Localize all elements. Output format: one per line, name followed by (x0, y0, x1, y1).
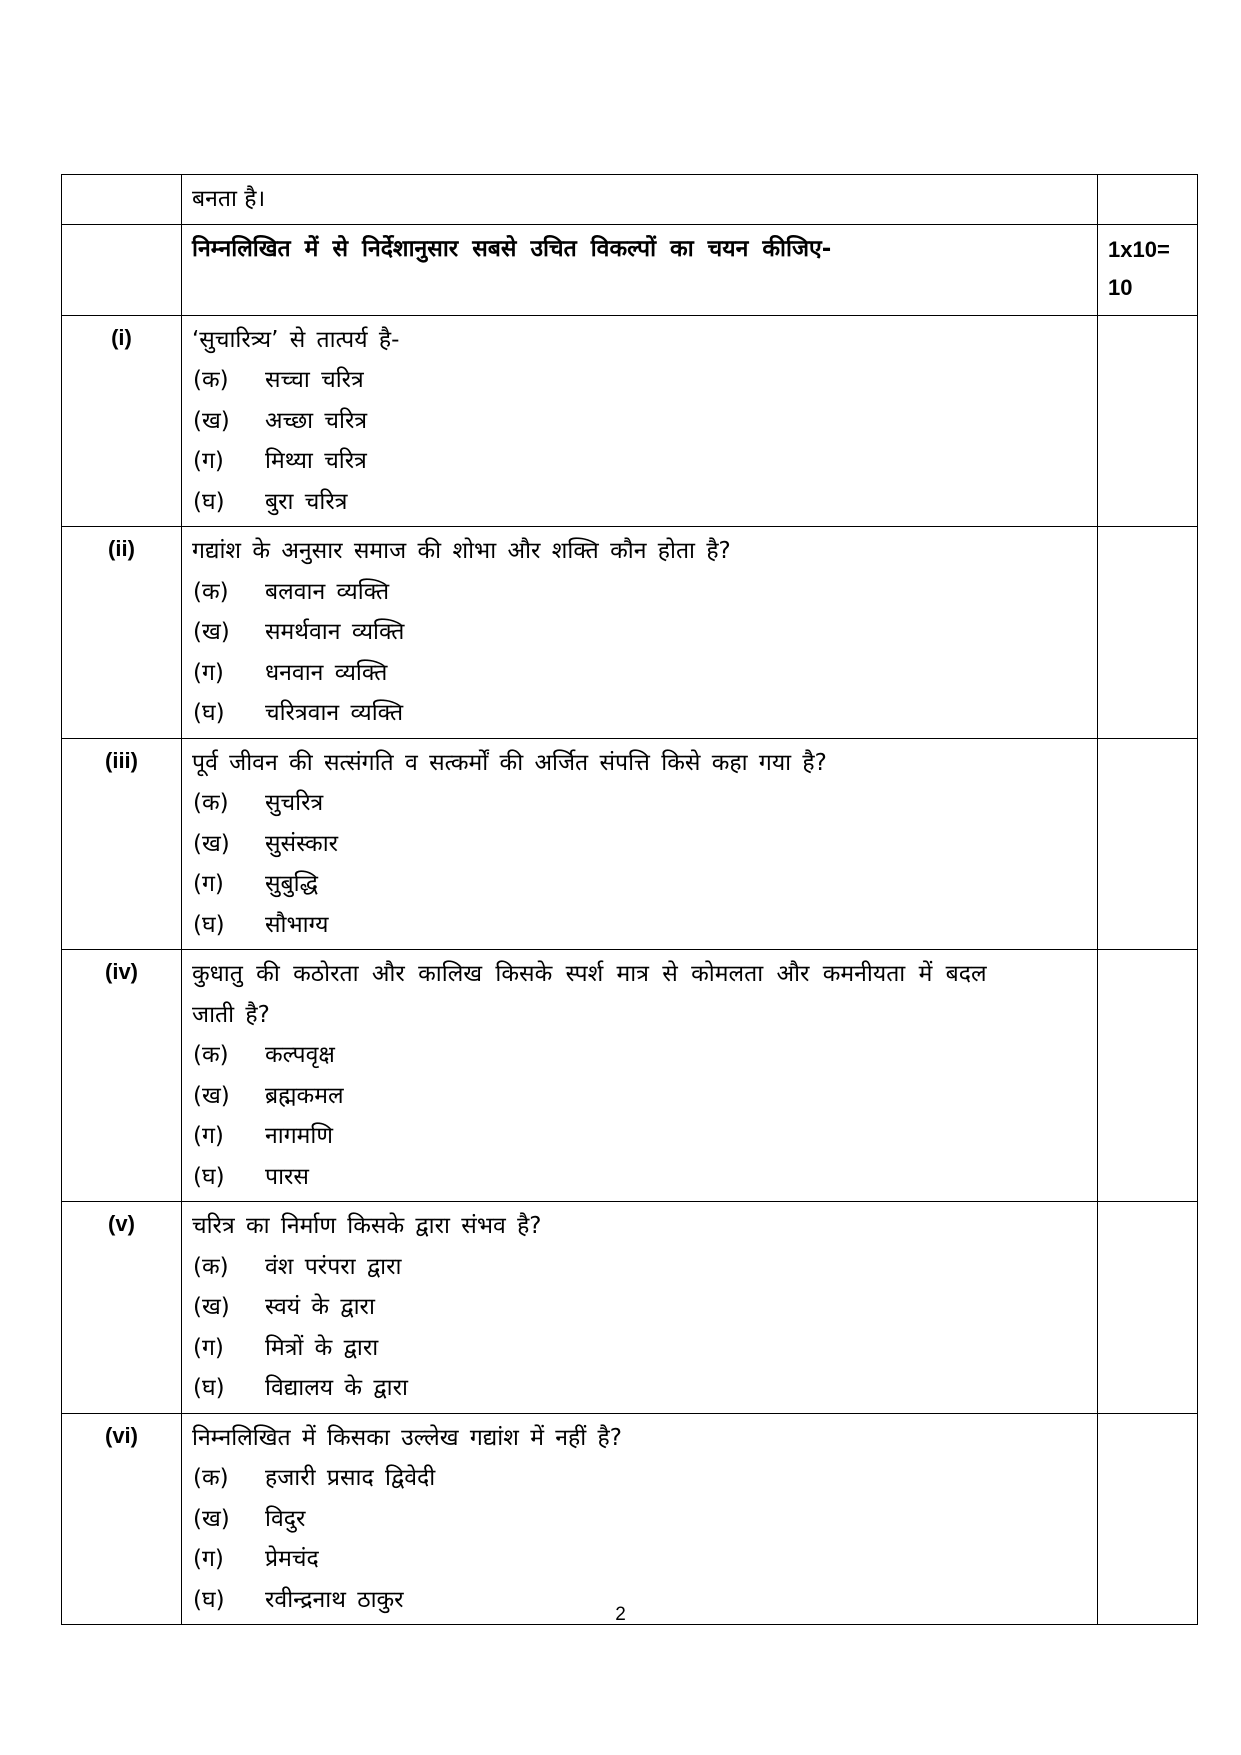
instruction-cell (182, 224, 1098, 315)
marks-cell (1098, 950, 1198, 1202)
option-item (192, 905, 1087, 946)
option-item (192, 1287, 1087, 1328)
question-row-2 (62, 527, 1198, 739)
question-text: गद्यांश के अनुसार समाज की शोभा और शक्ति कौन होता है? (192, 538, 731, 564)
option-label: (क) (193, 1465, 229, 1491)
marks-line-2: 10 (1108, 274, 1133, 300)
option-text: कल्पवृक्ष (265, 1042, 335, 1068)
option-text: बलवान व्यक्ति (265, 578, 390, 605)
question-row-5 (62, 1202, 1198, 1414)
option-item (192, 783, 1087, 824)
option-text: हजारी प्रसाद द्विवेदी (265, 1465, 436, 1491)
question-text-line-2: जाती है? (192, 1001, 270, 1028)
question-row-4 (62, 950, 1198, 1202)
question-number: (ii) (62, 527, 182, 739)
question-number: (vi) (62, 1413, 182, 1625)
option-text: सुचरित्र (265, 790, 324, 816)
option-text: ब्रह्मकमल (265, 1082, 344, 1109)
question-body (182, 1202, 1098, 1414)
question-text: पूर्व जीवन की सत्संगति व सत्कर्मों की अर्जित संपत्ति किसे कहा गया है? (192, 749, 827, 776)
question-body (182, 950, 1098, 1202)
question-row-1 (62, 315, 1198, 527)
marks-cell (1098, 1202, 1198, 1414)
option-label: (क) (193, 790, 229, 816)
option-text: अच्छा चरित्र (265, 407, 368, 434)
option-label: (घ) (193, 488, 225, 515)
option-label: (ग) (193, 1546, 224, 1572)
option-label: (घ) (193, 1163, 225, 1190)
option-item (192, 1458, 1087, 1499)
page-number: 2 (615, 1604, 626, 1625)
option-label: (घ) (193, 1375, 225, 1401)
option-label: (ख) (193, 1294, 230, 1320)
option-text: प्रेमचंद (265, 1546, 319, 1572)
option-text: सुसंस्कार (265, 830, 339, 857)
question-number: (v) (62, 1202, 182, 1414)
option-item (192, 1035, 1087, 1076)
option-label: (ख) (193, 830, 230, 857)
question-row-6 (62, 1413, 1198, 1625)
option-item (192, 824, 1087, 865)
marks-cell (1098, 1413, 1198, 1625)
question-row-3 (62, 738, 1198, 950)
instruction-text: निम्नलिखित में से निर्देशानुसार सबसे उचित विकल्पों का चयन कीजिए- (192, 235, 832, 262)
marks-cell (1098, 175, 1198, 225)
option-label: (ग) (193, 659, 224, 686)
option-item (192, 1157, 1087, 1198)
question-table (61, 174, 1198, 1625)
option-item (192, 1116, 1087, 1157)
option-label: (क) (193, 578, 229, 605)
option-text: नागमणि (265, 1123, 334, 1149)
question-body (182, 738, 1098, 950)
number-cell (62, 175, 182, 225)
option-label: (क) (193, 1253, 229, 1280)
option-item (192, 693, 1087, 734)
option-text: चरित्रवान व्यक्ति (265, 700, 404, 726)
option-item (192, 1328, 1087, 1369)
option-text: विद्यालय के द्वारा (265, 1375, 408, 1401)
option-text: मित्रों के द्वारा (265, 1334, 379, 1361)
option-text: सच्चा चरित्र (265, 367, 364, 393)
option-text: वंश परंपरा द्वारा (265, 1253, 402, 1280)
question-number: (i) (62, 315, 182, 527)
option-item (192, 572, 1087, 613)
number-cell (62, 224, 182, 315)
option-label: (क) (193, 1042, 229, 1068)
option-label: (क) (193, 367, 229, 393)
option-label: (घ) (193, 700, 225, 726)
option-label: (ग) (193, 871, 224, 897)
option-item (192, 1499, 1087, 1540)
option-label: (ग) (193, 1334, 224, 1361)
option-text: विदुर (265, 1505, 306, 1532)
option-text: पारस (265, 1163, 309, 1190)
option-item (192, 360, 1087, 401)
option-text: रवीन्द्रनाथ ठाकुर (265, 1586, 404, 1613)
question-text: चरित्र का निर्माण किसके द्वारा संभव है? (192, 1213, 542, 1239)
marks-cell (1098, 315, 1198, 527)
option-item (192, 612, 1087, 653)
option-label: (घ) (193, 911, 225, 938)
marks-line-1: 1x10= (1108, 236, 1170, 262)
option-text: सौभाग्य (265, 911, 329, 938)
option-text: बुरा चरित्र (265, 488, 348, 515)
marks-cell (1098, 738, 1198, 950)
question-body (182, 1413, 1098, 1625)
question-number: (iv) (62, 950, 182, 1202)
question-number: (iii) (62, 738, 182, 950)
instruction-row (62, 224, 1198, 315)
option-text: स्वयं के द्वारा (265, 1294, 375, 1320)
option-text: समर्थवान व्यक्ति (265, 619, 405, 645)
option-item (192, 401, 1087, 442)
option-item (192, 441, 1087, 482)
question-text-line-1: कुधातु की कठोरता और कालिख किसके स्पर्श मात्र से कोमलता और कमनीयता में बदल (192, 961, 987, 987)
option-label: (ग) (193, 1123, 224, 1149)
option-label: (ख) (193, 1082, 230, 1109)
option-label: (ख) (193, 407, 230, 434)
option-text: धनवान व्यक्ति (265, 659, 388, 686)
option-text: सुबुद्धि (265, 871, 319, 897)
question-sheet (61, 174, 1197, 1625)
option-item (192, 653, 1087, 694)
question-text: निम्नलिखित में किसका उल्लेख गद्यांश में नहीं है? (192, 1424, 622, 1451)
continuation-text (182, 175, 1098, 225)
continuation-row (62, 175, 1198, 225)
option-label: (ग) (193, 448, 224, 474)
option-item (192, 1247, 1087, 1288)
option-item (192, 864, 1087, 905)
question-body (182, 527, 1098, 739)
question-body (182, 315, 1098, 527)
option-label: (घ) (193, 1586, 225, 1613)
option-label: (ख) (193, 1505, 230, 1532)
option-item (192, 1539, 1087, 1580)
marks-cell (1098, 527, 1198, 739)
question-text: ‘सुचारित्र्य’ से तात्पर्य है- (192, 326, 400, 353)
option-item (192, 1368, 1087, 1409)
option-item (192, 482, 1087, 523)
option-label: (ख) (193, 619, 230, 645)
option-item (192, 1076, 1087, 1117)
continuation-line: बनता है। (192, 186, 266, 212)
marks-cell (1098, 224, 1198, 315)
option-text: मिथ्या चरित्र (265, 448, 367, 474)
